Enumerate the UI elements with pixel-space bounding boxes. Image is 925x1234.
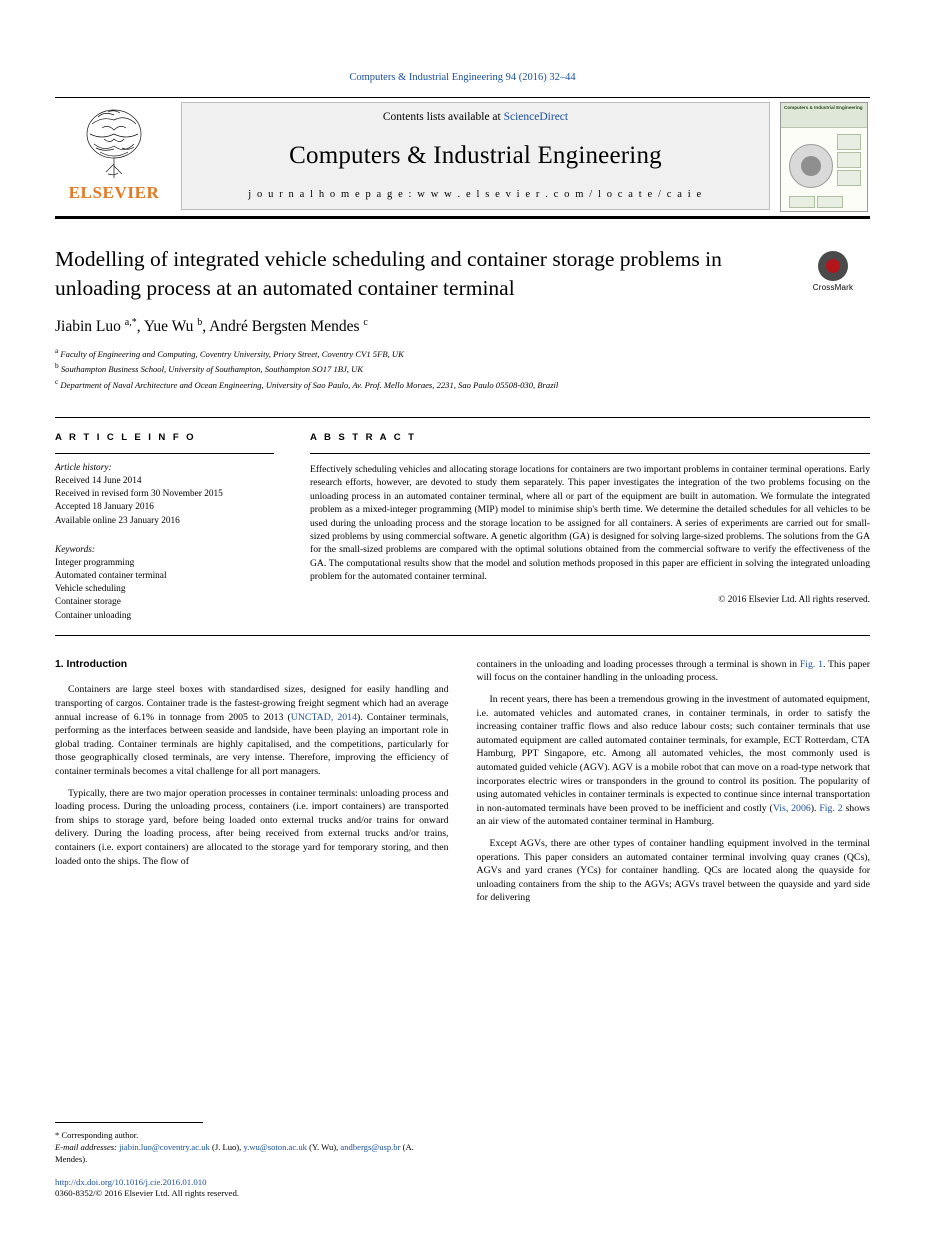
email-link-luo[interactable]: jiabin.luo@coventry.ac.uk	[119, 1142, 210, 1152]
body-columns	[55, 658, 870, 905]
footer-divider	[55, 1122, 203, 1123]
email-link-wu[interactable]: y.wu@soton.ac.uk	[243, 1142, 307, 1152]
email-name-wu: (Y. Wu),	[309, 1142, 339, 1152]
abstract-rule	[310, 453, 870, 454]
cover-artwork	[781, 128, 867, 212]
elsevier-tree-logo	[78, 104, 150, 182]
article-info-rule	[55, 453, 274, 454]
affiliation-b: $^b$ Southampton Business School, University of Southampton, Southampton SO17 1BJ, UK	[55, 361, 364, 375]
cover-box-2	[837, 152, 861, 168]
contents-available-line	[383, 111, 568, 123]
cover-box-4	[789, 196, 815, 208]
abstract-bottom-divider	[55, 635, 870, 636]
article-history-title: Article history:	[55, 462, 112, 473]
journal-cover-thumbnail	[780, 102, 868, 212]
corresponding-author-note: * Corresponding author.	[55, 1130, 139, 1140]
cover-box-1	[837, 134, 861, 150]
body-paragraph: Typically, there are two major operation processes in container terminals: unloading process and loading process. During the unloading process, containers (i.e. import containers) are transported from ships to storage yard, before being loaded onto external trucks and/or trains for onward delivery. During the loading process, after being received from external trucks and/or trains, containers (i.e. export containers) are allocated to the storage yard for temporary storing, and then loaded onto the ships. The flow of	[55, 787, 449, 867]
affiliation-c: $^c$ Department of Naval Architecture and Ocean Engineering, University of Sao Paulo, Av. Prof. Mello Moraes, 2231, Sao Paulo 05508-030, Brazil	[55, 376, 559, 390]
abstract-heading: A B S T R A C T	[310, 431, 417, 443]
cover-box-3	[837, 170, 861, 186]
journal-banner	[181, 102, 770, 210]
spacer	[55, 528, 274, 545]
body-paragraph: Except AGVs, there are other types of container handling equipment involved in the terminal operations. This paper considers an automated container terminal involving quay cranes (QCs), AGVs and yard cranes (YCs) for container handling. QCs are located along the quayside for unloading containers from the ship to the AGVs; AGVs travel between the quayside and yard side for delivering	[476, 837, 870, 904]
title-area	[55, 219, 870, 391]
doi-link[interactable]: http://dx.doi.org/10.1016/j.cie.2016.01.010	[55, 1177, 207, 1187]
author-list: Jiabin Luo $^{a,*}$, Yue Wu $^b$, André Bergsten Mendes $^c$	[55, 317, 368, 336]
cover-box-5	[817, 196, 843, 208]
keywords-title: Keywords:	[55, 544, 95, 555]
email-addresses	[55, 1141, 445, 1165]
citation-unctad[interactable]: UNCTAD, 2014	[290, 711, 357, 723]
publisher-block	[55, 98, 173, 216]
body-column-right	[477, 658, 871, 905]
cover-caption: Computers & Industrial Engineering	[781, 103, 867, 128]
affiliation-a: $^a$ Faculty of Engineering and Computing, Coventry University, Priory Street, Coventry CV1 5FB, UK	[55, 346, 404, 360]
figure-link-fig2[interactable]: Fig. 2	[819, 802, 843, 814]
keyword-item: Container unloading	[55, 610, 132, 621]
crossmark-label: CrossMark	[812, 283, 854, 292]
history-item: Accepted 18 January 2016	[55, 502, 154, 513]
email-name-luo: (J. Luo),	[211, 1142, 242, 1152]
email-label: E-mail addresses:	[55, 1142, 117, 1152]
abstract-text: Effectively scheduling vehicles and allocating storage locations for containers are two important problems in container terminal operations. Early research efforts, however, are devoted to study them separately. This paper investigates the integration of the two problems focusing on the unloading process in an automated container terminal, where all or part of the equipment are built in automation. We formulate the integrated problem as a mixed-integer programming (MIP) model to minimise ship's berth time. We determine the detailed schedules for all vehicles to be used during the unloading process and the storage location to be assigned for all containers. A series of experiments are carried out for small-sized problems by using commercial software. A genetic algorithm (GA) is designed for solving large-sized problems. The solutions from the GA for the small-sized problems are compared with the optimal solutions obtained from the commercial software to verify the effectiveness of the GA. The computational results show that the model and solution methods proposed in this paper are efficient in solving the integrated unloading problem for the automated container terminal.	[310, 463, 870, 583]
figure-link-fig1[interactable]: Fig. 1	[799, 658, 823, 670]
keyword-item: Integer programming	[55, 557, 135, 568]
abstract-column	[292, 418, 870, 623]
body-paragraph: Containers are large steel boxes with standardised sizes, designed for easily handling and transporting of cargos. Container trade is the fastest-growing freight segment which had an average annual increase of 6.1% in tonnage from 2005 to 2013 (UNCTAD, 2014). Container terminals, performing as the interfaces between seaside and landside, have been playing an important role in global trading. Container terminals are highly capitalised, and the competitions, particularly for those geographically closed terminals, are very intense. Therefore, improving the efficiency of container terminals becomes a vital challenge for all port managers.	[55, 684, 449, 777]
paper-title: Modelling of integrated vehicle scheduling and container storage problems in unloading process at an automated container terminal	[55, 247, 722, 300]
keyword-item: Vehicle scheduling	[55, 584, 126, 595]
section-heading-introduction: 1. Introduction	[55, 658, 128, 670]
history-item: Received in revised form 30 November 2015	[55, 489, 223, 500]
crossmark-badge-group[interactable]	[796, 251, 870, 292]
info-abstract-section	[55, 417, 870, 623]
sciencedirect-link[interactable]: ScienceDirect	[503, 111, 569, 123]
journal-masthead	[55, 97, 870, 216]
affiliation-list	[55, 345, 870, 391]
elsevier-wordmark: ELSEVIER	[68, 183, 160, 202]
abstract-copyright: © 2016 Elsevier Ltd. All rights reserved.	[718, 594, 870, 605]
journal-homepage[interactable]: j o u r n a l h o m e p a g e : w w w . e l s e v i e r . c o m / l o c a t e / c a i e	[248, 189, 703, 200]
article-info-column	[55, 418, 292, 623]
body-paragraph: containers in the unloading and loading processes through a terminal is shown in Fig. 1. This paper will focus on the container handling in the unloading process.	[476, 658, 870, 684]
history-item: Available online 23 January 2016	[55, 515, 180, 526]
journal-cover-block	[778, 98, 870, 216]
page-footer	[55, 1122, 445, 1198]
body-paragraph: In recent years, there has been a tremendous growing in the investment of automated equipment, i.e. automated vehicles and automated cranes, in container terminals, in order to satisfy the increasing container traffic flows and also reduce labour costs; such container terminals that use automated equipment are called automated container terminals, for example, ECT Rotterdam, CTA Hamburg, PPT Singapore, etc. Among all automated vehicles, the most commonly used is automated guided vehicle (AGV). AGV is a mobile robot that can move on a road-type network that incorporates electric wires or transponders in the ground to control its position. The popularity of using automated vehicles in container terminals is expected to continue since internal transportation in non-automated terminals have been proved to be inefficient and costly (Vis, 2006). Fig. 2 shows an air view of the automated container terminal in Hamburg.	[476, 693, 870, 828]
contents-prefix: Contents lists available at	[382, 111, 501, 123]
article-info-heading: A R T I C L E I N F O	[55, 431, 197, 443]
journal-title: Computers & Industrial Engineering	[289, 142, 662, 169]
history-item: Received 14 June 2014	[55, 475, 142, 486]
email-name-mendes: (A. Mendes).	[55, 1142, 414, 1164]
crossmark-icon	[818, 251, 848, 281]
keyword-item: Automated container terminal	[55, 570, 167, 581]
citation-vis[interactable]: Vis, 2006	[772, 802, 811, 814]
issn-copyright: 0360-8352/© 2016 Elsevier Ltd. All rights reserved.	[55, 1188, 240, 1198]
body-column-left	[55, 658, 449, 905]
email-link-mendes[interactable]: andbergs@usp.br	[340, 1142, 401, 1152]
journal-reference: Computers & Industrial Engineering 94 (2016) 32–44	[349, 72, 576, 83]
keyword-item: Container storage	[55, 597, 121, 608]
cover-circle-shape	[789, 144, 833, 188]
